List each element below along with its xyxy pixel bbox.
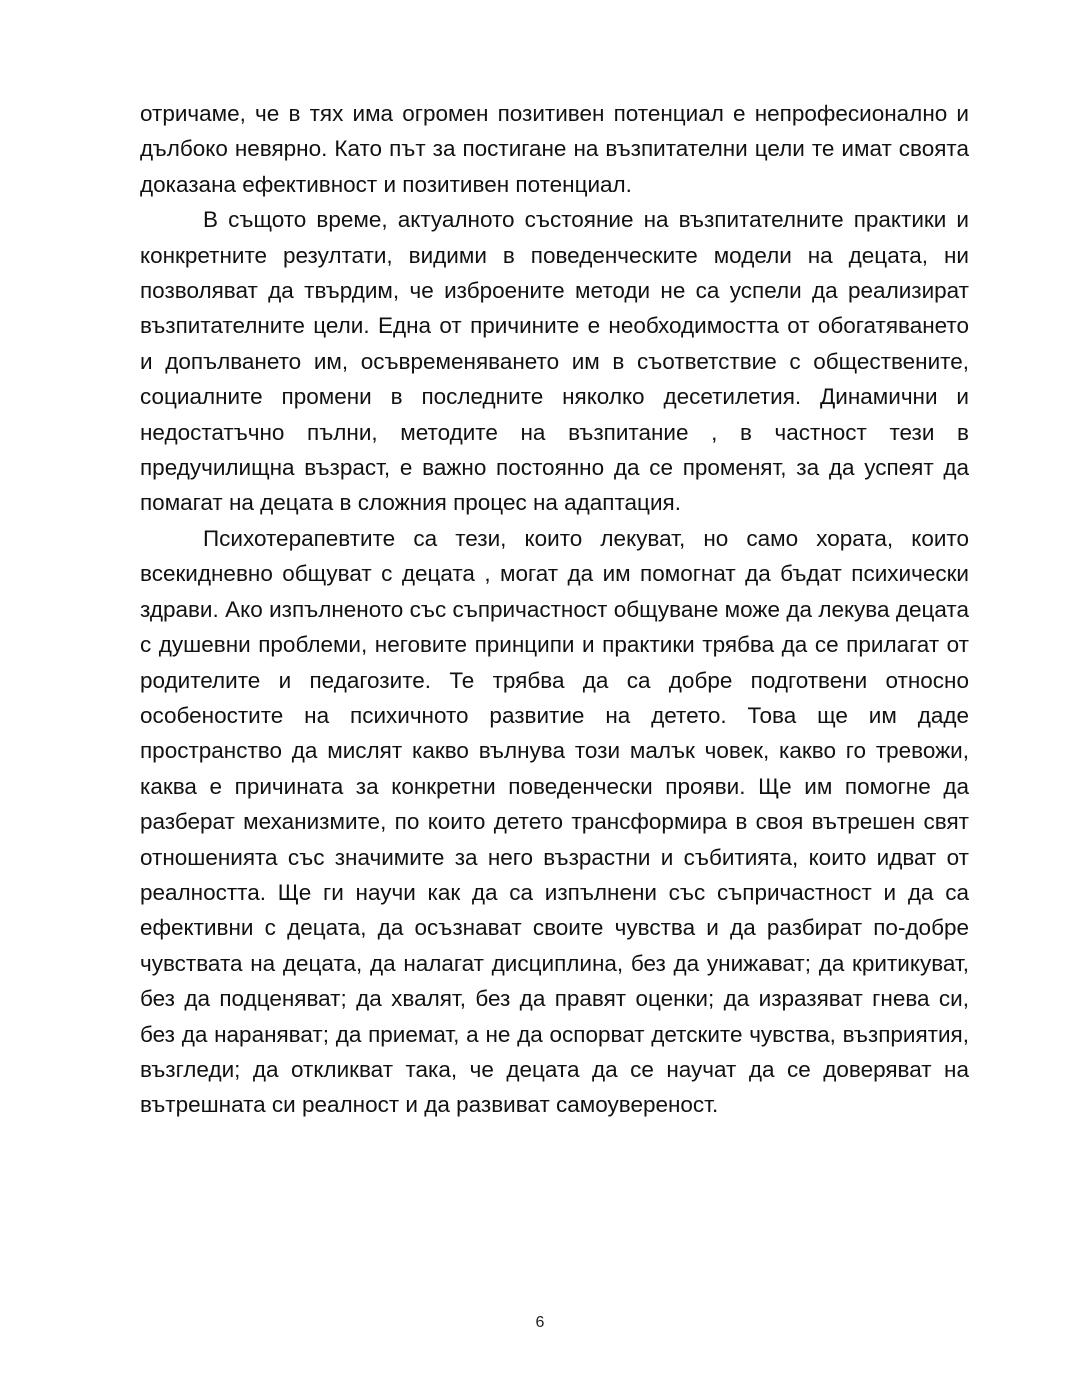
paragraph-psychotherapists: Психотерапевтите са тези, които лекуват, но само хората, които всекидневно общуват с децата , могат да им помогнат да бъдат психически здрави. Ако изпълненото със съпричастност общуване може да лекува децата с душевни проблеми, неговите принципи и практики трябва да се прилагат от родителите и педагозите. Те трябва да са добре подготвени относно особеностите на психичното развитие на детето. Това ще им даде пространство да мислят какво вълнува този малък човек, какво го тревожи, каква е причината за конкретни поведенчески прояви. Ще им помогне да разберат механизмите, по които детето трансформира в своя вътрешен свят отношенията със значимите за него възрастни и събитията, които идват от реалността. Ще ги научи как да са изпълнени със съпричастност и да са ефективни с децата, да осъзнават своите чувства и да разбират по-добре чувствата на децата, да налагат дисциплина, без да унижават; да критикуват, без да подценяват; да хвалят, без да правят оценки; да изразяват гнева си, без да нараняват; да приемат, а не да оспорват детските чувства, възприятия, възгледи; да откликват така, че децата да се научат да се доверяват на вътрешната си реалност и да развиват самоувереност.: [140, 525, 969, 1118]
paragraph-continued: отричаме, че в тях има огромен позитивен потенциал е непрофесионално и дълбоко невярно. Като път за постигане на възпитателни цели те имат своята доказана ефективност и позитивен потенциал.: [140, 101, 969, 197]
paragraph-current-state: В същото време, актуалното състояние на възпитателните практики и конкретните резултати, видими в поведенческите модели на децата, ни позволяват да твърдим, че изброените методи не са успели да реализират възпитателните цели. Една от причините е необходимостта от обогатяването и допълването им, осъвременяването им в съответствие с обществените, социалните промени в последните няколко десетилетия. Динамични и недостатъчно пълни, методите на възпитание , в частност тези в предучилищна възраст, е важно постоянно да се променят, за да успеят да помагат на децата в сложния процес на адаптация.: [140, 207, 969, 516]
document-page: [140, 96, 969, 1123]
page-number: 6: [535, 1314, 545, 1331]
